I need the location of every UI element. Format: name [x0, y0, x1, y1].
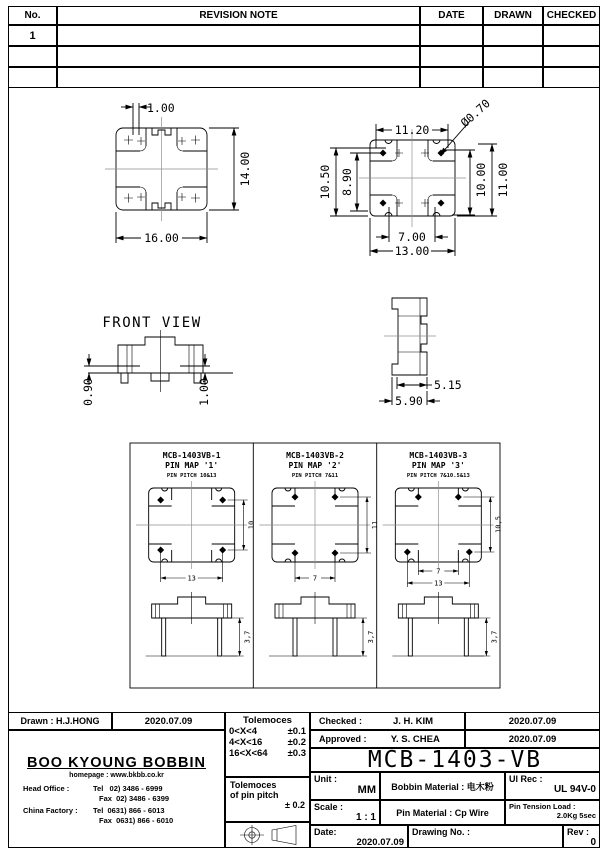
dim-right-inner: 10.00	[474, 162, 488, 198]
pin-map-label: PIN MAP '3'	[411, 461, 465, 470]
revision-table	[8, 6, 600, 88]
dim-bottom-outer: 13.00	[394, 244, 430, 258]
dim-pin-hole-dia: Ø0.70	[457, 96, 493, 130]
tol-val-3: ±0.3	[287, 748, 306, 759]
spacer-label	[23, 794, 93, 803]
revision-row1-note	[57, 25, 420, 46]
part-number-title: MCB-1403-VB	[310, 748, 600, 772]
dim-right-outer: 11.00	[496, 162, 510, 198]
dim-slot-width: 1.00	[147, 101, 175, 115]
dim-body-height: 14.00	[238, 151, 252, 187]
rev-cell	[563, 825, 600, 848]
dim-bottom-inner: 7.00	[398, 230, 426, 244]
dim-side-inner: 5.15	[434, 378, 462, 392]
dim-side-outer: 5.90	[395, 394, 423, 408]
ul-rec-cell	[505, 772, 600, 800]
tol-range-2: 4<X<16	[229, 737, 263, 748]
side-view-drawing	[379, 298, 462, 408]
revision-row3-note	[57, 67, 420, 88]
tol-val-1: ±0.1	[287, 726, 306, 737]
dim-left-inner: 8.90	[340, 168, 354, 196]
pin-map-2	[259, 451, 379, 656]
pin-pitch-label: PIN PITCH 7&10.5&13	[406, 473, 470, 479]
ul-rec-label: Ul Rec :	[509, 774, 543, 784]
drawn-date-cell: 2020.07.09	[112, 712, 225, 730]
drawing-no-label: Drawing No. :	[412, 827, 470, 837]
drawing-area	[8, 88, 600, 712]
company-name: BOO KYOUNG BOBBIN	[27, 755, 206, 771]
rev-label: Rev :	[567, 827, 590, 837]
revision-row1-date	[420, 25, 483, 46]
dim-left-outer: 10.50	[318, 164, 332, 200]
date-value: 2020.07.09	[356, 837, 404, 848]
company-cell	[8, 730, 225, 848]
pin-length-dim: 3,7	[367, 630, 375, 644]
checked-date-cell: 2020.07.09	[465, 712, 600, 730]
china-factory-tel: Tel 0631) 866 - 6013	[93, 806, 165, 815]
tol-range-1: 0<X<4	[229, 726, 257, 737]
pin-map-horizontal-dim: 13	[187, 574, 196, 583]
tol-range-3: 16<X<64	[229, 748, 268, 759]
revision-row3-drawn	[483, 67, 543, 88]
pin-pitch-label: PIN PITCH 10&13	[166, 473, 217, 479]
checked-cell	[310, 712, 465, 730]
head-office-tel: Tel 02) 3486 - 6999	[93, 784, 163, 793]
revision-row1-no: 1	[8, 25, 57, 46]
approved-date-cell: 2020.07.09	[465, 730, 600, 748]
revision-row3-checked	[543, 67, 600, 88]
pin-map-part-no: MCB-1403VB-2	[286, 451, 344, 460]
revision-row2-date	[420, 46, 483, 67]
pitch-tol-sub: of pin pitch	[230, 790, 279, 800]
projection-symbol-icon	[228, 823, 308, 847]
revision-col-no: No.	[8, 6, 57, 25]
pin-map-label: PIN MAP '1'	[165, 461, 219, 470]
revision-row3-date	[420, 67, 483, 88]
pin-map-3	[383, 451, 503, 656]
dim-front-right: 1.00	[197, 378, 211, 406]
revision-row2-drawn	[483, 46, 543, 67]
revision-row1-checked	[543, 25, 600, 46]
checked-name: J. H. KIM	[392, 715, 434, 727]
top-view-drawing	[105, 101, 252, 245]
revision-row1-drawn	[483, 25, 543, 46]
pin-map-horizontal-dim: 7	[436, 567, 441, 576]
pin-map-vertical-dim: 11	[371, 520, 379, 530]
unit-label: Unit :	[314, 774, 337, 784]
head-office-label: Head Office :	[23, 784, 70, 793]
pin-map-vertical-dim: 10	[247, 520, 256, 530]
rev-value: 0	[590, 837, 596, 848]
pin-map-part-no: MCB-1403VB-3	[409, 451, 468, 460]
dim-pin-span-top: 11.20	[394, 123, 430, 137]
tolerance-title: Tolemoces	[243, 715, 292, 726]
approved-cell	[310, 730, 465, 748]
revision-col-date: DATE	[420, 6, 483, 25]
date-cell	[310, 825, 408, 848]
head-office-fax: Fax 02) 3486 - 6399	[99, 794, 170, 803]
projection-symbol-cell	[225, 822, 310, 848]
front-view-label: FRONT VIEW	[102, 315, 202, 331]
title-block	[8, 712, 600, 848]
front-view-drawing	[81, 315, 233, 406]
tol-val-2: ±0.2	[287, 737, 306, 748]
drawn-cell: Drawn : H.J.HONG	[8, 712, 112, 730]
date-label: Date:	[314, 827, 337, 837]
scale-value: 1 : 1	[355, 812, 376, 823]
unit-value: MM	[357, 784, 376, 796]
revision-row2-note	[57, 46, 420, 67]
pin-map-vertical-dim: 10,5	[494, 516, 503, 533]
spacer-label2	[23, 816, 93, 825]
revision-row2-checked	[543, 46, 600, 67]
revision-col-note: REVISION NOTE	[57, 6, 420, 25]
pin-map-part-no: MCB-1403VB-1	[162, 451, 221, 460]
pin-map-horizontal-dim: 13	[434, 579, 443, 588]
unit-cell	[310, 772, 380, 800]
dim-front-left: 0.90	[81, 378, 95, 406]
pin-pitch-label: PIN PITCH 7&11	[291, 473, 339, 479]
pitch-tol-title: Tolemoces	[230, 780, 277, 790]
scale-label: Scale :	[314, 802, 344, 812]
approved-label: Approved :	[319, 734, 367, 744]
pitch-tolerance-cell	[225, 777, 310, 822]
revision-row2-no	[8, 46, 57, 67]
pin-length-dim: 3,7	[490, 630, 499, 644]
revision-row3-no	[8, 67, 57, 88]
china-factory-label: China Factory :	[23, 806, 78, 815]
china-factory-fax: Fax 0631) 866 - 6010	[99, 816, 174, 825]
pitch-tol-value: ± 0.2	[285, 800, 305, 810]
pin-tension-value: 2.0Kg 5sec	[556, 811, 596, 820]
drawing-no-cell	[408, 825, 563, 848]
checked-label: Checked :	[319, 716, 363, 726]
company-homepage: homepage : www.bkbb.co.kr	[69, 772, 164, 779]
bottom-view-drawing	[318, 96, 510, 258]
approved-name: Y. S. CHEA	[390, 733, 440, 745]
bobbin-material-cell: Bobbin Material : 电木粉	[380, 772, 505, 800]
revision-col-checked: CHECKED	[543, 6, 600, 25]
scale-cell	[310, 800, 380, 825]
pin-map-1	[136, 451, 256, 656]
pin-map-horizontal-dim: 7	[312, 574, 318, 583]
ul-rec-value: UL 94V-0	[553, 784, 596, 795]
pin-tension-label: Pin Tension Load :	[509, 802, 576, 811]
revision-col-drawn: DRAWN	[483, 6, 543, 25]
pin-tension-cell	[505, 800, 600, 825]
pin-length-dim: 3,7	[243, 630, 252, 644]
pin-map-label: PIN MAP '2'	[288, 461, 342, 470]
tolerance-cell	[225, 712, 310, 777]
pin-material-cell: Pin Material : Cp Wire	[380, 800, 505, 825]
dim-body-width: 16.00	[144, 231, 179, 245]
